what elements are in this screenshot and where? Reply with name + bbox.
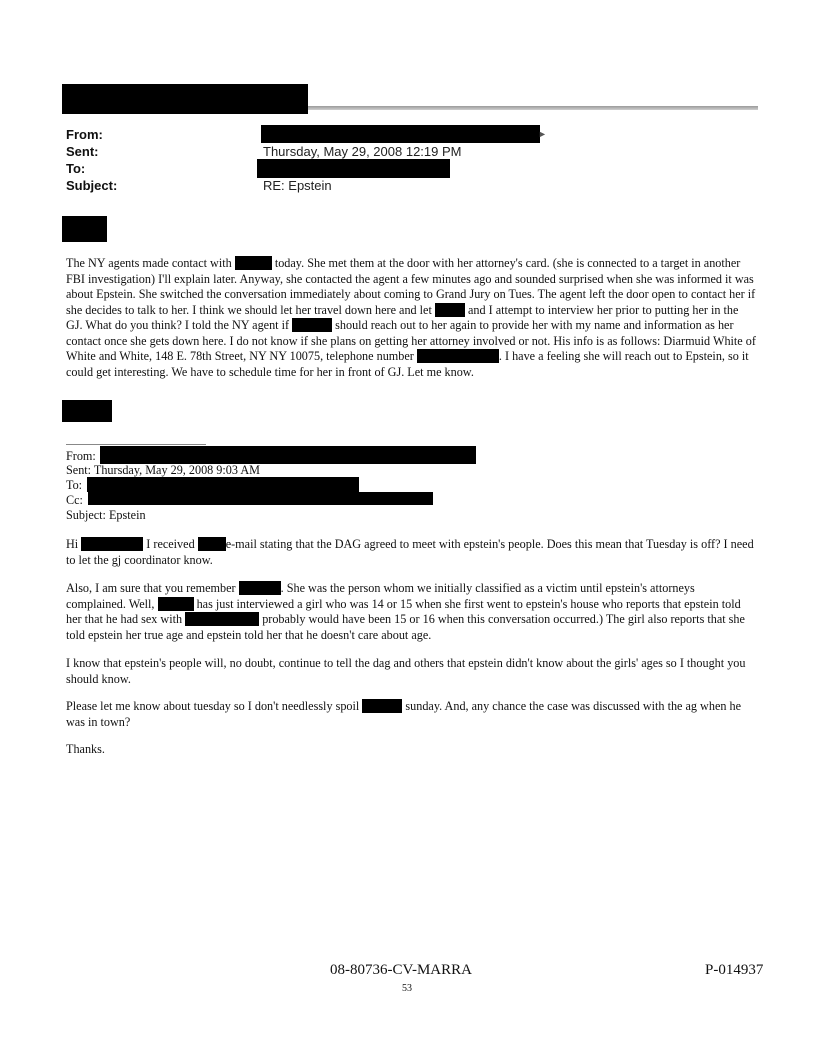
forward-divider <box>66 444 206 445</box>
redacted-signature <box>62 400 112 422</box>
redacted-to-value <box>257 159 450 178</box>
sent-label: Sent: <box>66 144 99 159</box>
redacted-salutation <box>62 216 107 242</box>
reply-paragraph <box>66 256 756 380</box>
redacted-name <box>239 581 281 595</box>
forward-to-label: To: <box>66 478 83 492</box>
body-paragraph-2 <box>66 581 756 643</box>
body-paragraph-1 <box>66 537 756 568</box>
arrow-mark-icon: ► <box>538 129 547 139</box>
redacted-forward-to <box>87 477 359 492</box>
body-know: I know that epstein's people will, no doubt, continue to tell the dag and others that epstein didn't know about the girls' ages so I thought you should know. <box>66 656 746 686</box>
forward-cc-label: Cc: <box>66 493 83 507</box>
reply-text-4: should reach out to her again to provide her with my name and information as her contact once she gets down here. I do not know if she plans on getting her attorney involved or not. His info is as follows: Diarmuid White of White and White, 148 E. 78th Street, NY NY 10075, telephone number <box>66 318 756 363</box>
sent-value: Thursday, May 29, 2008 12:19 PM <box>263 144 462 159</box>
page-number: 53 <box>402 983 412 994</box>
reply-text-1: The NY agents made contact with <box>66 256 232 270</box>
subject-label: Subject: <box>66 178 118 193</box>
reply-text-2: today. She met them at the door with her attorney's card. (she is connected to a target in another FBI investigation) I'll explain later. Anyway, she contacted the agent a few minutes ago and sounded surprised when she was informed it was about Epstein. She switched the conversation immediately about coming to Grand Jury on Tues. The agent left the door open to contact her if she decides to talk to her. I think we should let her travel down here and let <box>66 256 756 317</box>
body-also-a: Also, I am sure that you remember <box>66 581 236 595</box>
redacted-name <box>235 256 272 270</box>
forward-sent-line: Sent: Thursday, May 29, 2008 9:03 AM <box>66 463 260 477</box>
body-please-a: Please let me know about tuesday so I don't needlessly spoil <box>66 699 360 713</box>
redacted-name <box>185 612 259 626</box>
forward-subject-line: Subject: Epstein <box>66 508 146 522</box>
body-received-a: I received <box>146 537 195 551</box>
redacted-from-value <box>261 125 540 143</box>
redacted-forward-cc <box>88 492 433 505</box>
to-label: To: <box>66 161 86 176</box>
redacted-name <box>362 699 402 713</box>
redacted-name <box>435 303 465 317</box>
redacted-name <box>81 537 143 551</box>
redacted-forward-from <box>100 446 476 464</box>
reply-text-3: and I attempt to interview her prior to putting her in the GJ. What do you think? I told the NY agent if <box>66 302 739 332</box>
redacted-sender-name <box>62 84 308 114</box>
body-hi: Hi <box>66 537 79 551</box>
body-paragraph-3 <box>66 656 756 687</box>
redacted-name <box>292 318 332 332</box>
header-divider <box>308 106 758 110</box>
body-paragraph-4 <box>66 699 756 730</box>
forward-from-label: From: <box>66 449 96 463</box>
reply-text-5: . I have a feeling she will reach out to Epstein, so it could get interesting. We have to schedule time for her in front of GJ. Let me know. <box>66 349 749 379</box>
body-received-b: e-mail stating that the DAG agreed to meet with epstein's people. Does this mean that Tuesday is off? I need to let the gj coordinator know. <box>66 537 754 567</box>
subject-value: RE: Epstein <box>263 178 332 193</box>
case-number: 08-80736-CV-MARRA <box>330 962 472 978</box>
body-also-c: has just interviewed a girl who was 14 or 15 when she first went to epstein's house who reports that epstein told her that he had sex with <box>66 596 741 626</box>
body-please-b: sunday. And, any chance the case was discussed with the ag when he was in town? <box>66 699 742 729</box>
from-label: From: <box>66 127 103 142</box>
bates-number: P-014937 <box>705 962 764 978</box>
redacted-name <box>158 597 194 611</box>
body-also-b: . She was the person whom we initially classified as a victim until epstein's attorneys complained. Well, <box>66 581 695 611</box>
body-also-d: probably would have been 15 or 16 when this conversation occurred.) The girl also reports that she told epstein her true age and epstein told her that he doesn't care about age. <box>66 612 745 642</box>
body-thanks: Thanks. <box>66 742 105 756</box>
redacted-name <box>198 537 226 551</box>
redacted-phone <box>417 349 499 363</box>
